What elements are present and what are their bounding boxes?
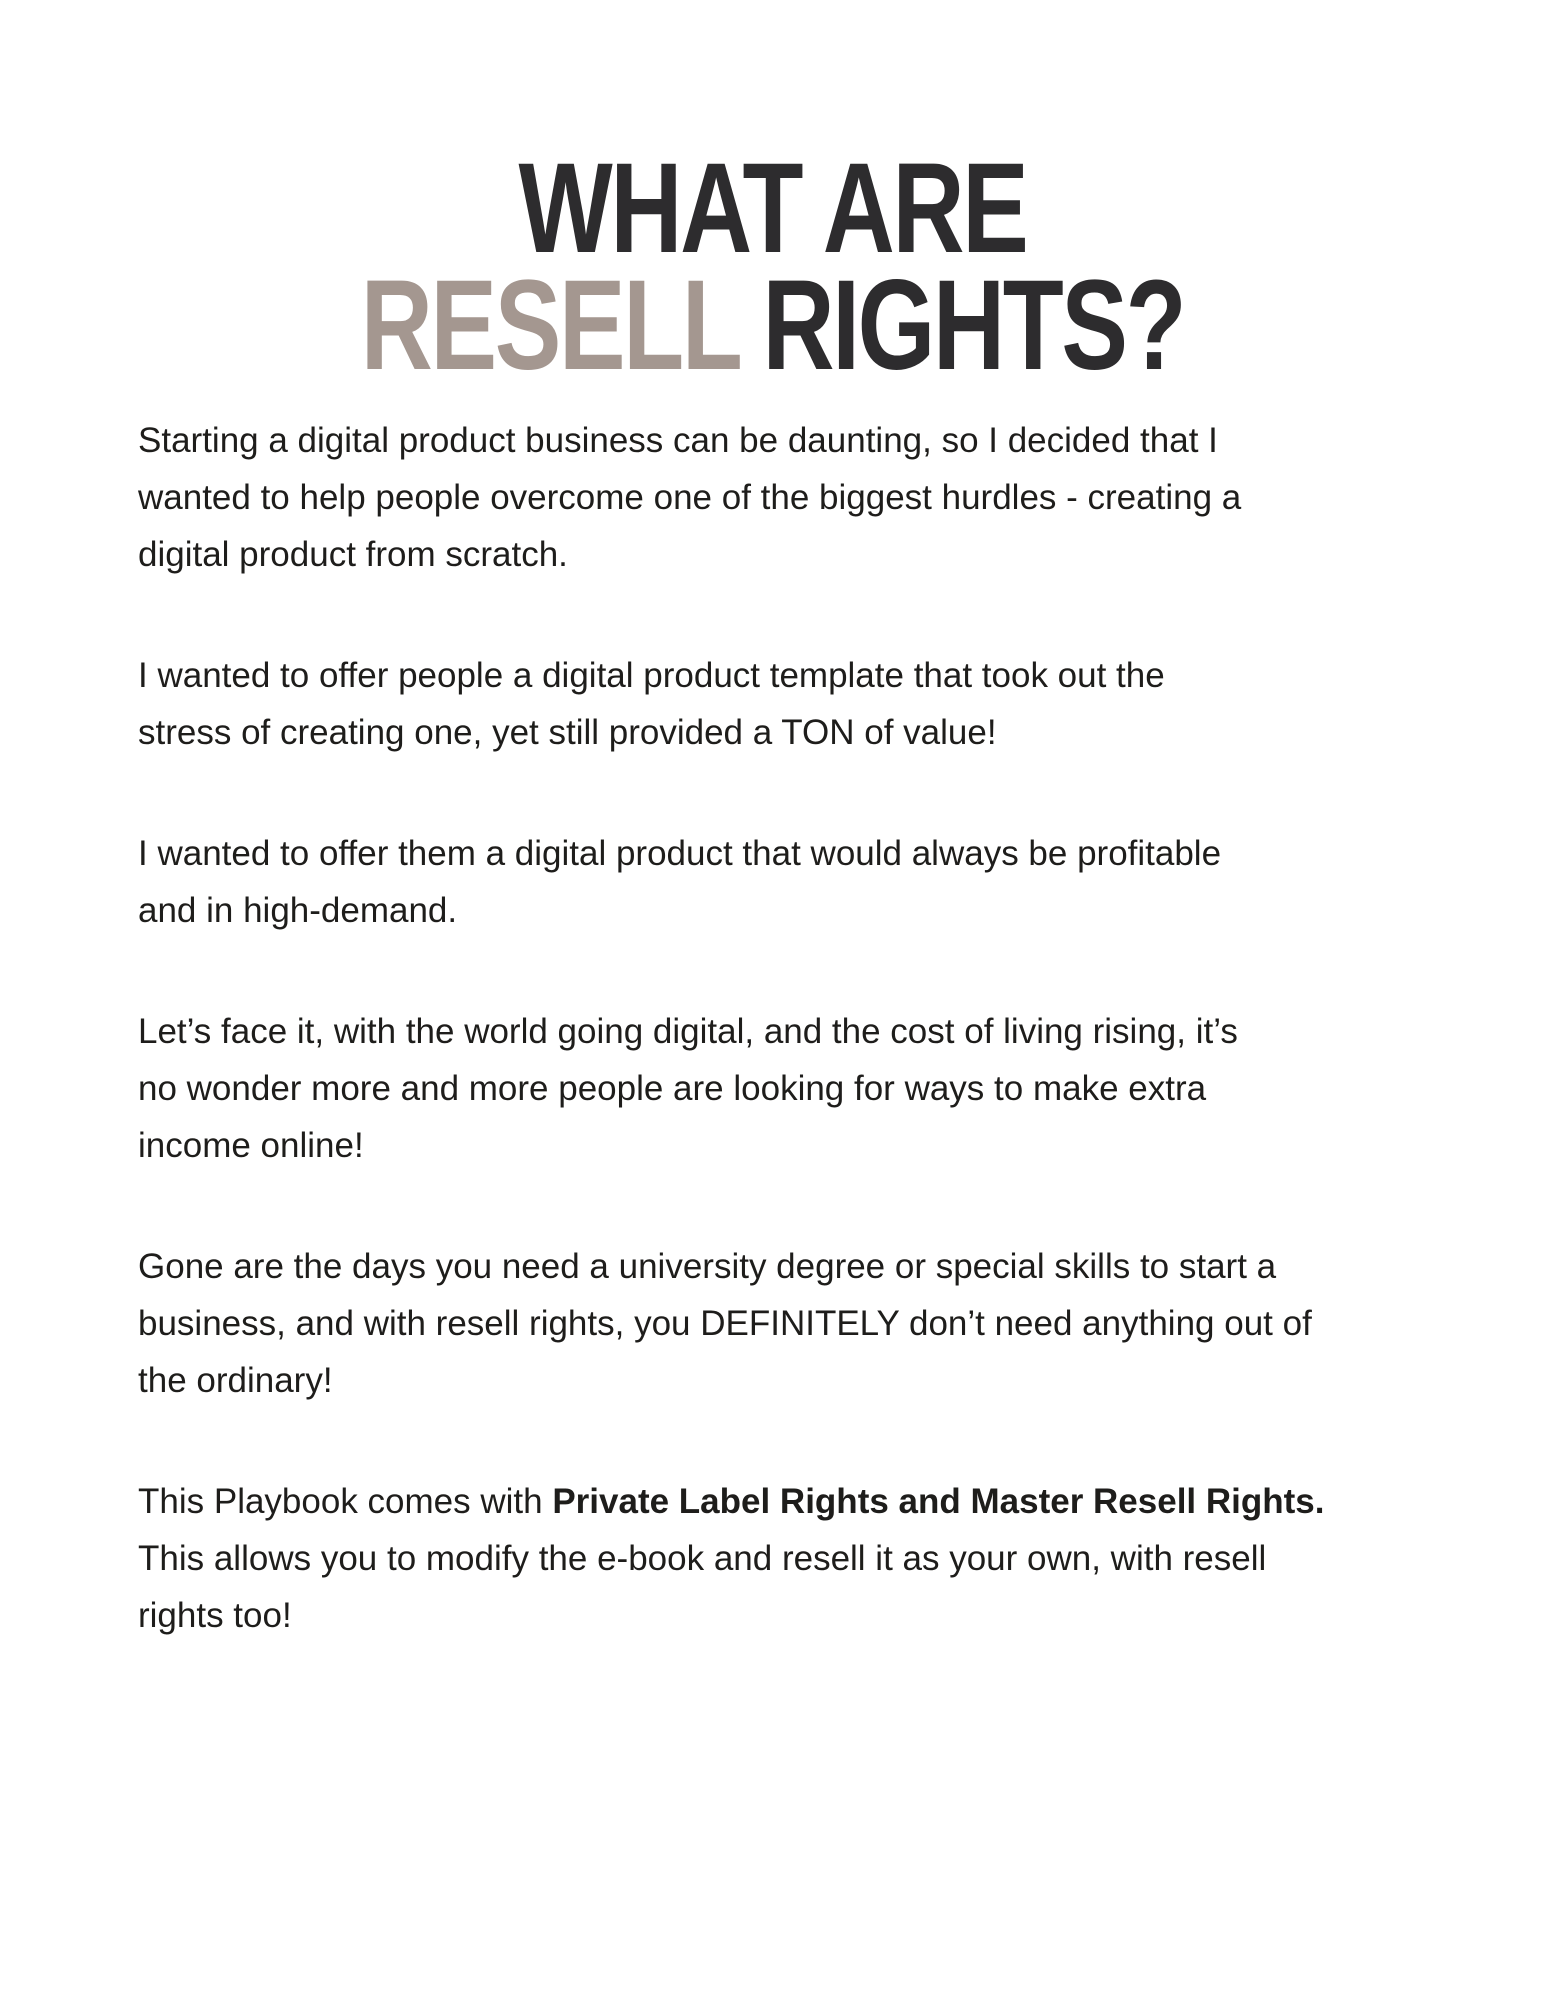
title-accent-word: RESELL	[360, 254, 741, 397]
bold-text-segment: Private Label Rights and Master Resell Rights.	[552, 1482, 1325, 1521]
text-line: digital product from scratch.	[138, 535, 568, 574]
text-line: the ordinary!	[138, 1361, 333, 1400]
page-title	[0, 137, 1545, 397]
paragraph	[138, 1003, 1425, 1174]
text-line: I wanted to offer them a digital product that would always be profitable	[138, 834, 1222, 873]
text-line: Let’s face it, with the world going digital, and the cost of living rising, it’s	[138, 1012, 1238, 1051]
title-line-1: WHAT ARE	[518, 137, 1027, 280]
text-line: Gone are the days you need a university degree or special skills to start a	[138, 1247, 1277, 1286]
paragraph	[138, 825, 1425, 939]
paragraph	[138, 1238, 1425, 1409]
text-line: income online!	[138, 1126, 364, 1165]
text-line: and in high-demand.	[138, 891, 458, 930]
title-rest-word: RIGHTS?	[762, 254, 1185, 397]
text-line: wanted to help people overcome one of the biggest hurdles - creating a	[138, 478, 1242, 517]
text-line: Starting a digital product business can be daunting, so I decided that I	[138, 421, 1218, 460]
text-line: I wanted to offer people a digital product template that took out the	[138, 656, 1165, 695]
ebook-page	[0, 137, 1545, 2000]
text-line: rights too!	[138, 1596, 292, 1635]
text-line: no wonder more and more people are looking for ways to make extra	[138, 1069, 1207, 1108]
paragraph	[138, 647, 1425, 761]
text-segment: This Playbook comes with	[138, 1482, 553, 1521]
paragraph-final	[138, 1473, 1425, 1644]
text-line: stress of creating one, yet still provided a TON of value!	[138, 713, 997, 752]
text-line: business, and with resell rights, you DEFINITELY don’t need anything out of	[138, 1304, 1312, 1343]
text-line	[138, 1473, 1425, 1530]
paragraph	[138, 412, 1425, 583]
title-line-2	[170, 254, 1375, 397]
body-text	[138, 412, 1425, 1644]
text-line: This allows you to modify the e-book and resell it as your own, with resell	[138, 1539, 1267, 1578]
